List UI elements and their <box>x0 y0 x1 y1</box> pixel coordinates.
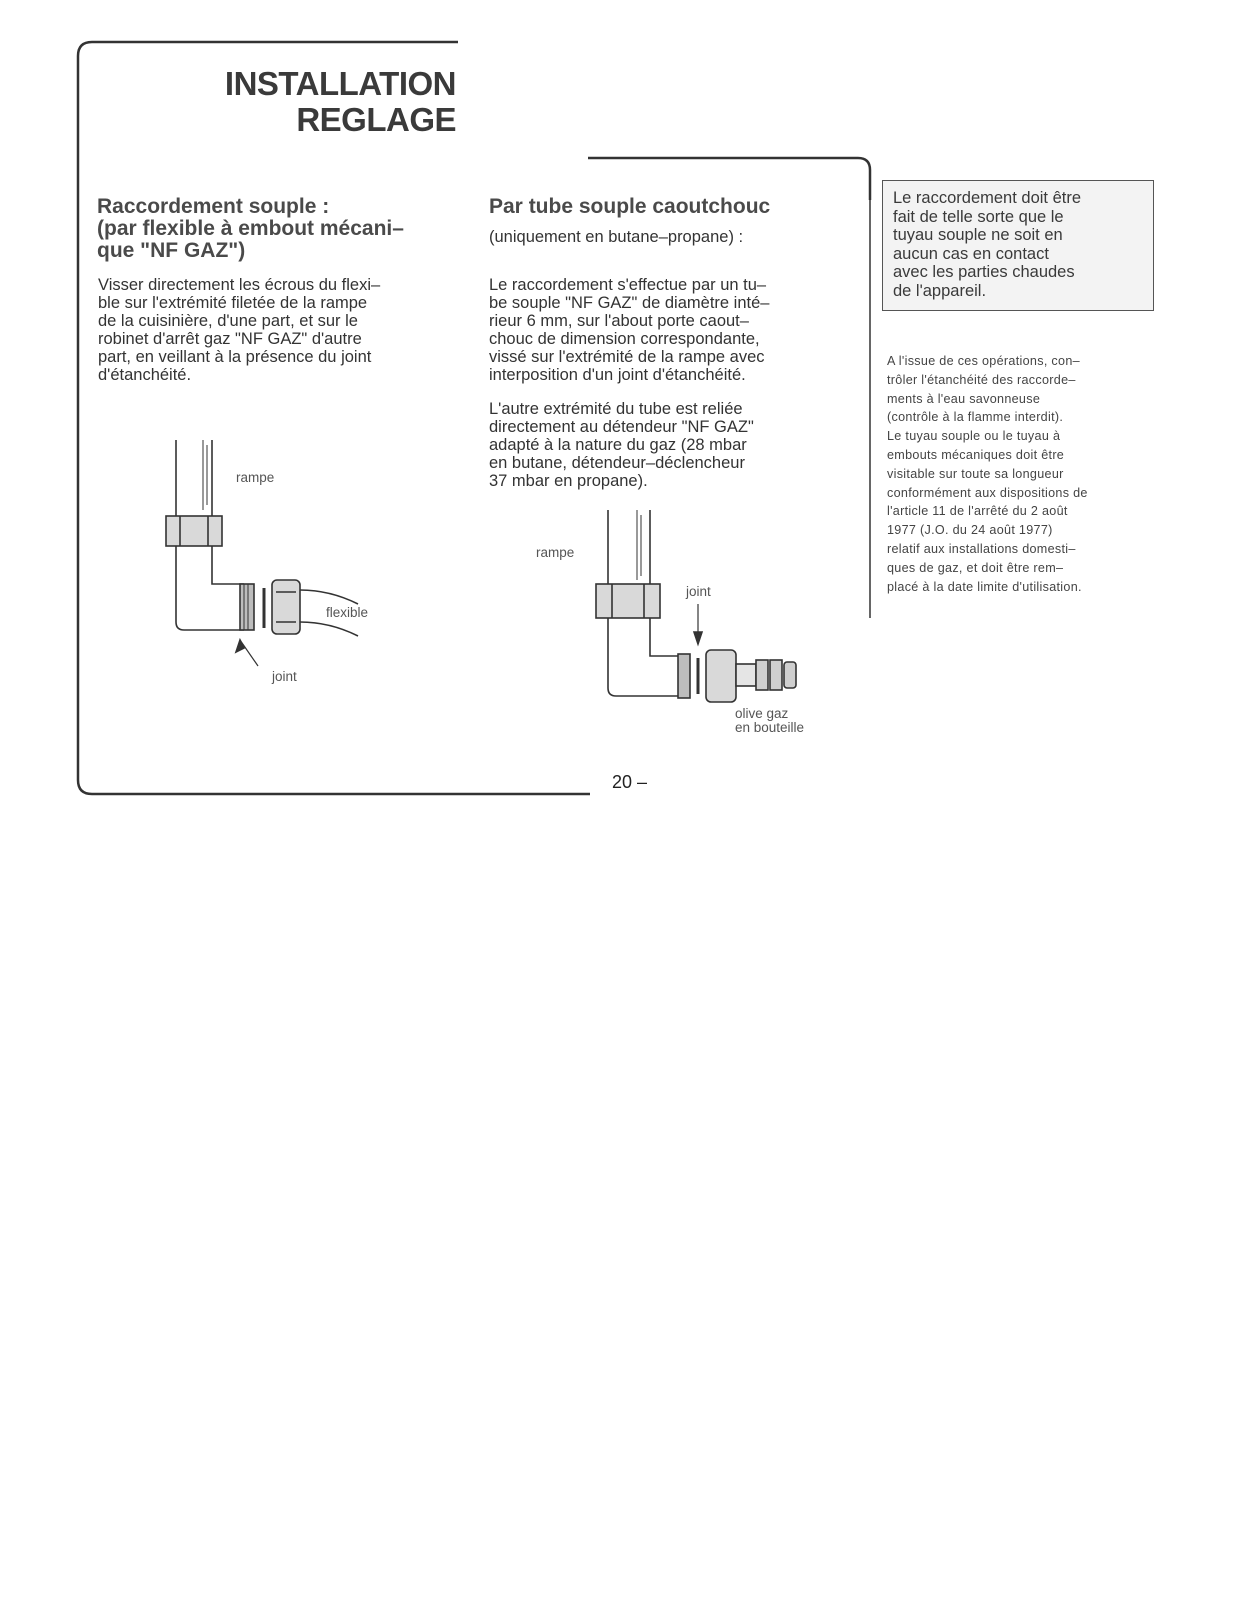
page-title <box>150 66 456 138</box>
figure-label-flexible: flexible <box>326 605 369 620</box>
figure-label-olive-gaz: olive gaz en bouteille <box>735 706 805 735</box>
figure-label-joint-middle: joint <box>686 584 711 599</box>
page-number: 20 – <box>612 772 648 792</box>
subheading-butane-propane: (uniquement en butane–propane) : <box>489 228 744 246</box>
paragraph-flexible: Visser directement les écrous du flexi– ble sur l'extrémité filetée de la rampe de la cuisinière, d'une part, et sur le robinet d'arrêt gaz "NF GAZ" d'autre part, en veillant à la présence du joint d'étanchéité. <box>98 276 381 384</box>
section-heading-rubber-tube: Par tube souple caoutchouc <box>489 195 771 218</box>
paragraph-rubber-tube-1: Le raccordement s'effectue par un tu– be souple "NF GAZ" de diamètre inté– rieur 6 mm, sur l'about porte caout– chouc de dimension correspondante, vissé sur l'extrémité de la rampe avec interposition d'un joint d'étanchéité. <box>489 276 770 384</box>
heading-line-3: que "NF GAZ") <box>97 239 246 262</box>
warning-note-box: Le raccordement doit être fait de telle sorte que le tuyau souple ne soit en aucun cas en contact avec les parties chaudes de l'appareil. <box>882 180 1154 311</box>
paragraph-verification: A l'issue de ces opérations, con– trôler l'étanchéité des raccorde– ments à l'eau savonneuse (contrôle à la flamme interdit). Le tuyau souple ou le tuyau à embouts mécaniques doit être visitable sur toute sa longueur conformément aux dispositions de l'article 11 de l'arrêté du 2 août 1977 (J.O. du 24 août 1977) relatif aux installations domesti– ques de gaz, et doit être rem– placé à la date limite d'utilisation. <box>887 354 1088 594</box>
title-line-1: INSTALLATION <box>224 65 456 102</box>
figure-label-joint-left: joint <box>272 669 297 684</box>
heading-line-2: (par flexible à embout mécani– <box>97 217 404 240</box>
figure-label-rampe-left: rampe <box>236 470 275 485</box>
title-line-2: REGLAGE <box>296 101 456 138</box>
section-heading-flexible <box>97 196 467 262</box>
heading-line-1: Raccordement souple : <box>97 195 330 218</box>
figure-label-rampe-middle: rampe <box>536 545 575 560</box>
figure-rubber-tube-drawing <box>596 510 796 702</box>
frame-top-middle <box>588 158 870 200</box>
paragraph-rubber-tube-2: L'autre extrémité du tube est reliée directement au détendeur "NF GAZ" adapté à la nature du gaz (28 mbar en butane, détendeur–déclencheur 37 mbar en propane). <box>489 400 754 490</box>
